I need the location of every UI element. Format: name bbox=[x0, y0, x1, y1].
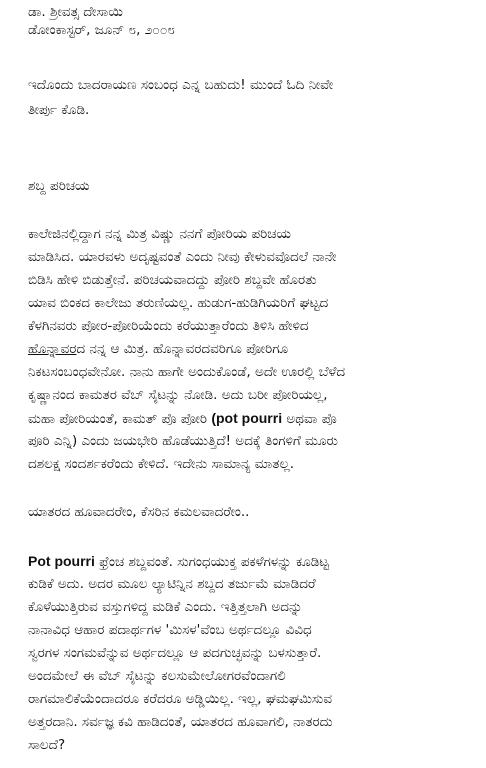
para2-line-8: ಅತ್ತರದಾನಿ. ಸರ್ವಜ್ಞ ಕವಿ ಹಾಡಿದಂತೆ, ಯಾತರದ ಹೂವಾಗಲಿ, ನಾತರದು bbox=[28, 714, 333, 730]
para1-line-4: ಯಾವ ಬಿಂಕದ ಕಾಲೇಜು ತರುಣಿಯಲ್ಲ. ಹುಡುಗ-ಹುಡಿಗಿಯರಿಗೆ ಘಟ್ಟದ bbox=[28, 295, 329, 311]
para1-line-3: ಬಿಡಿಸಿ ಹೇಳಿ ಬಿಡುತ್ತೇನೆ. ಪರಿಚಯವಾದದ್ದು ಪೋರಿ ಶಬ್ದವೇ ಹೊರತು bbox=[28, 272, 317, 288]
intro-line-2: ತೀರ್ಪು ಕೊಡಿ. bbox=[28, 102, 90, 118]
quote-line: ಯಾತರದ ಹೂವಾದರೇಂ, ಕೆಸರಿನ ಕಮಲವಾದರೇಂ.. bbox=[28, 504, 250, 520]
para1-line-9 bbox=[28, 408, 337, 429]
para1-line-8: ಕೃಷ್ಣಾನಂದ ಕಾಮತರ ವೆಬ್ ಸೈಟನ್ನು ನೋಡಿ. ಅದು ಬರೀ ಪೋರಿಯಲ್ಲ, bbox=[28, 387, 328, 403]
para2-line-9: ಸಾಲದೆ? bbox=[28, 737, 66, 753]
para1-line-6 bbox=[28, 339, 288, 359]
para1-line-2: ಮಾಡಿಸಿದ. ಯಾರವಳು ಅದೃಷ್ಟವಂತೆ ಎಂದು ನೀವು ಕೇಳುವವೊದಲೆ ನಾನೇ bbox=[28, 249, 337, 265]
para2-line-1 bbox=[28, 551, 329, 572]
pot-pourri-latin: (pot pourri bbox=[211, 410, 283, 426]
para1-line-9-before: ಮಹಾ ಪೋರಿಯಂತೆ, ಕಾಮತ್ ಪೊ ಪೋರಿ bbox=[28, 411, 212, 427]
underlined-place-name: ಹೊನ್ನಾವರ bbox=[28, 341, 77, 357]
intro-line-1: ಇದೊಂದು ಬಾದರಾಯಣ ಸಂಬಂಧ ಎನ್ನ ಬಹುದು! ಮುಂದೆ ಓದಿ ನೀವೇ bbox=[28, 77, 334, 93]
para2-line-7: ರಾಗಮಾಲಿಕೆಯೆಂದಾದರೂ ಕರೆದರೂ ಅಡ್ಡಿಯಿಲ್ಲ. ಇಲ್ಲ, ಘಮಘಮಿಸುವ bbox=[28, 691, 333, 707]
para2-line-5: ಸ್ವರಗಳ ಸಂಗಮವೆನ್ನುವ ಅರ್ಥದಲ್ಲೂ ಆ ಪದಗುಚ್ಛವನ್ನು ಬಳಸುತ್ತಾರೆ. bbox=[28, 645, 322, 661]
author-line: ಡಾ. ಶ್ರೀವತ್ಸ ದೇಸಾಯಿ bbox=[28, 4, 123, 20]
para1-line-1: ಕಾಲೇಜಿನಲ್ಲಿದ್ದಾಗ ನನ್ನ ಮಿತ್ರ ವಿಷ್ಣು ನನಗೆ ಪೋರಿಯ ಪರಿಚಯ bbox=[28, 226, 291, 242]
para1-line-10: ಪೂರಿ ಎನ್ನಿ) ಎಂದು ಜಯಭೇರಿ ಹೊಡೆಯುತ್ತಿದೆ! ಅದಕ್ಕೆ ತಿಂಗಳಿಗೆ ಮೂರು bbox=[28, 433, 338, 449]
para2-line-4: ನಾನಾವಿಧ ಆಹಾರ ಪದಾರ್ಥಗಳ 'ಮಿಸಳ'ವೆಂಬ ಅರ್ಥದಲ್ಲೂ ವಿವಿಧ bbox=[28, 622, 312, 638]
para1-line-6-rest: ದ ನನ್ನ ಆ ಮಿತ್ರ. ಹೊನ್ನಾವರದವರಿಗೂ ಪೋರಿಗೂ bbox=[76, 341, 289, 357]
para2-line-1-rest: ಫ್ರೆಂಚ ಶಬ್ದವಂತೆ. ಸುಗಂಧಯುಕ್ತ ಪಕಳೆಗಳನ್ನು ಕೂಡಿಟ್ಟ bbox=[94, 554, 330, 570]
para1-line-11: ದಶಲಕ್ಷ ಸಂದರ್ಶಕರೆಂದು ಕೇಳಿದೆ. ಇದೇನು ಸಾಮಾನ್ಯ ಮಾತಲ್ಲ. bbox=[28, 456, 295, 472]
place-date-line: ಡೋಂಕಾಸ್ಟರ್, ಜೂನ್ ೮, ೨೦೦೮ bbox=[28, 22, 175, 38]
section-title: ಶಬ್ದ ಪರಿಚಯ bbox=[28, 178, 90, 194]
para1-line-7: ನಿಕಟಸಂಬಂಧವೇನೋ. ನಾನು ಹಾಗೇ ಅಂದುಕೊಂಡೆ, ಅದೇ ಊರಲ್ಲಿ ಬೆಳೆದ bbox=[28, 364, 346, 380]
para2-line-2: ಕುಡಿಕೆ ಅದು. ಅದರ ಮೂಲ ಲ್ಯಾಟಿನ್ನಿನ ಶಬ್ದದ ತರ್ಜುಮೆ ಮಾಡಿದರೆ bbox=[28, 576, 316, 592]
para1-line-5: ಕೆಳಗಿನವರು ಪೋರ-ಪೋರಿಯೆಂದು ಕರೆಯುತ್ತಾರೆಂದು ತಿಳಿಸಿ ಹೇಳಿದ bbox=[28, 318, 309, 334]
para1-line-9-after: ಅಥವಾ ಪೊ bbox=[282, 411, 337, 427]
para2-line-3: ಕೊಳೆಯುತ್ತಿರುವ ವಸ್ತುಗಳಿದ್ದ ಮಡಿಕೆ ಎಂದು. ಇತ್ತಿತ್ತಲಾಗಿ ಅದನ್ನು bbox=[28, 599, 303, 615]
para2-line-6: ಅಂದಮೇಲೆ ಈ ವೆಬ್ ಸೈಟನ್ನು ಕಲಸುಮೇಲೋಗರವೆಂದಾಗಲಿ bbox=[28, 668, 286, 684]
pot-pourri-heading-word: Pot pourri bbox=[28, 553, 95, 569]
